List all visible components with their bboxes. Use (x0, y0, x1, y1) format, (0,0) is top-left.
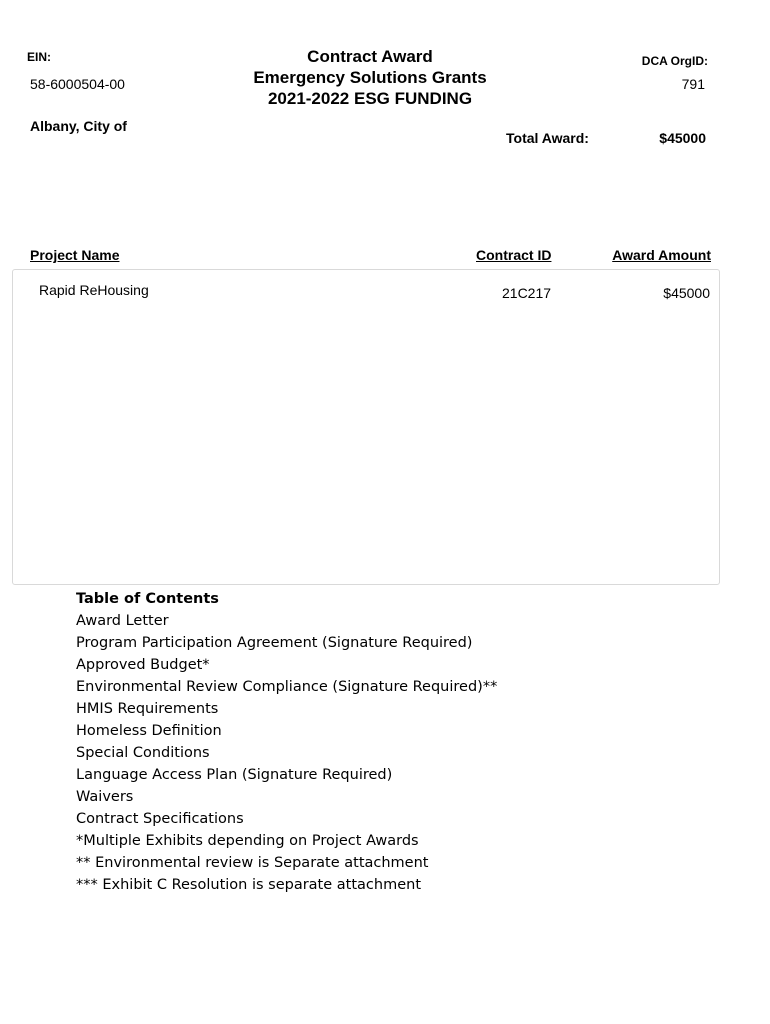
toc-item: Award Letter (76, 613, 169, 629)
toc-footnote: *Multiple Exhibits depending on Project Awards (76, 833, 419, 849)
org-id-value: 791 (681, 76, 705, 92)
document-title (230, 46, 510, 109)
organization-name: Albany, City of (30, 118, 127, 134)
toc-item: HMIS Requirements (76, 701, 219, 717)
award-table (12, 269, 720, 585)
table-row-contract-id: 21C217 (502, 285, 552, 301)
toc-item: Environmental Review Compliance (Signature Required)** (76, 679, 498, 695)
toc-item: Homeless Definition (76, 723, 222, 739)
toc-footnote: ** Environmental review is Separate attachment (76, 855, 429, 871)
table-of-contents (76, 588, 497, 896)
toc-item: Program Participation Agreement (Signature Required) (76, 635, 473, 651)
ein-label: EIN: (27, 50, 51, 64)
ein-value: 58-6000504-00 (30, 76, 125, 92)
title-line-program: Emergency Solutions Grants (253, 68, 487, 87)
org-id-label: DCA OrgID: (641, 54, 708, 68)
total-award-label: Total Award: (506, 130, 589, 146)
toc-item: Approved Budget* (76, 657, 210, 673)
toc-item: Waivers (76, 789, 134, 805)
toc-item: Contract Specifications (76, 811, 244, 827)
toc-title: Table of Contents (76, 591, 219, 607)
column-header-award-amount: Award Amount (612, 247, 711, 263)
toc-item: Special Conditions (76, 745, 210, 761)
title-line-contract-award: Contract Award (307, 47, 433, 66)
title-line-funding: 2021-2022 ESG FUNDING (267, 89, 473, 108)
toc-footnote: *** Exhibit C Resolution is separate attachment (76, 877, 421, 893)
total-award-value: $45000 (659, 130, 706, 146)
column-header-contract-id: Contract ID (476, 247, 552, 263)
toc-item: Language Access Plan (Signature Required) (76, 767, 393, 783)
table-row-project-name: Rapid ReHousing (39, 282, 149, 298)
column-header-project-name: Project Name (30, 247, 120, 263)
table-row-award-amount: $45000 (663, 285, 710, 301)
